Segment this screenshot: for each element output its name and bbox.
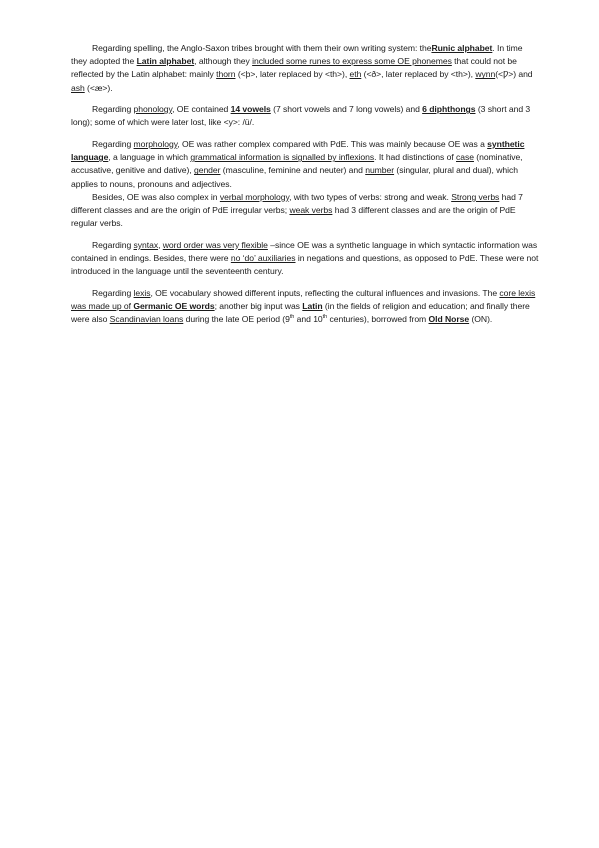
key-term: word order was very flexible xyxy=(162,239,268,250)
text-run: during the late OE period (9 xyxy=(183,314,290,325)
text-run: had 3 different classes and are the origin of PdE regular verbs. xyxy=(71,205,516,229)
text-run: , although they xyxy=(194,56,253,67)
text-run: (masculine, feminine and neuter) and xyxy=(220,165,366,176)
text-run: Regarding spelling, the Anglo-Saxon tribes brought with them their own writing system: the xyxy=(92,43,432,53)
text-run: , OE was rather complex compared with PdE. This was mainly because OE was a xyxy=(177,139,488,149)
text-run: (<ð>, later replaced by <th>), xyxy=(361,69,476,80)
text-run: Regarding xyxy=(92,239,134,250)
key-term: eth xyxy=(349,69,362,80)
text-run: . In time they adopted the xyxy=(71,43,523,67)
key-term: ash xyxy=(71,82,85,93)
text-run: and 10 xyxy=(294,314,323,325)
key-term: syntax xyxy=(133,239,159,250)
key-term-bold: 14 vowels xyxy=(230,104,271,115)
text-run: (<þ>, later replaced by <th>), xyxy=(235,69,350,80)
text-run: , a language in which xyxy=(108,152,191,163)
paragraph-verbal-morphology xyxy=(71,191,539,231)
paragraph-spelling xyxy=(71,42,539,95)
text-run: , OE contained xyxy=(172,104,231,115)
text-run: , with two types of verbs: strong and weak. xyxy=(289,191,452,202)
text-run: that could not be reflected by the Latin alphabet: mainly xyxy=(71,56,517,80)
text-run: (<Ƿ>) and xyxy=(495,69,533,80)
text-run: Regarding xyxy=(92,139,134,149)
key-term-bold: 6 diphthongs xyxy=(422,104,476,115)
key-term: morphology xyxy=(133,139,178,149)
text-run: Besides, OE was also complex in xyxy=(92,191,220,202)
text-run: . It had distinctions of xyxy=(374,152,457,163)
text-run: Regarding xyxy=(92,104,134,115)
key-term: weak verbs xyxy=(289,205,333,216)
key-term: phonology xyxy=(133,104,173,115)
key-term: case xyxy=(456,152,474,163)
text-run: (7 short vowels and 7 long vowels) and xyxy=(270,104,423,115)
key-term-bold: Latin xyxy=(302,301,323,312)
text-run: ; another big input was xyxy=(214,301,303,312)
text-run: , OE vocabulary showed different inputs, reflecting the cultural influences and invasions. The xyxy=(150,287,500,298)
text-run: (ON). xyxy=(469,314,493,325)
text-run: –since OE was a synthetic language in which syntactic information was contained in endings. Besides, there were xyxy=(71,239,538,264)
text-run: , xyxy=(158,239,163,250)
key-term: Scandinavian loans xyxy=(109,314,184,325)
superscript: th xyxy=(289,314,295,321)
key-term: grammatical information is signalled by inflexions xyxy=(190,152,375,163)
superscript: th xyxy=(322,314,328,321)
key-term: included some runes to express some OE phonemes xyxy=(252,56,452,67)
key-term: wynn xyxy=(475,69,496,80)
text-run: centuries), borrowed from xyxy=(327,314,429,325)
text-run: (<æ>). xyxy=(84,82,113,93)
paragraph-morphology xyxy=(71,138,539,191)
text-run: had 7 different classes and are the origin of PdE irregular verbs; xyxy=(71,191,523,216)
key-term-bold: synthetic language xyxy=(71,139,525,163)
text-run: (singular, plural and dual), which applies to nouns, pronouns and adjectives. xyxy=(71,165,518,189)
text-run: Regarding xyxy=(92,287,134,298)
key-term: thorn xyxy=(216,69,236,80)
key-term: number xyxy=(365,165,395,176)
paragraph-syntax xyxy=(71,239,539,279)
key-term: no ‘do’ auxiliaries xyxy=(230,253,296,264)
document-body xyxy=(71,42,539,335)
key-term-bold: Old Norse xyxy=(428,314,470,325)
key-term: core lexis was made up of xyxy=(71,287,536,312)
key-term: verbal morphology xyxy=(219,191,290,202)
key-term-bold: Latin alphabet xyxy=(136,56,195,67)
paragraph-phonology xyxy=(71,103,539,129)
paragraph-lexis xyxy=(71,287,539,327)
key-term: gender xyxy=(193,165,221,176)
text-run: (in the fields of religion and education; and finally there were also xyxy=(71,301,530,325)
key-term: lexis xyxy=(133,287,151,298)
text-run: in negations and questions, as opposed to PdE. These were not introduced in the language until the seventeenth century. xyxy=(71,253,539,277)
text-run: (nominative, accusative, genitive and dative), xyxy=(71,152,523,176)
key-term: Strong verbs xyxy=(451,191,500,202)
key-term-bold: Runic alphabet xyxy=(431,43,493,53)
key-term-bold: Germanic OE words xyxy=(133,301,215,312)
text-run: (3 short and 3 long); some of which were later lost, like <y>: /ü/. xyxy=(71,104,531,128)
